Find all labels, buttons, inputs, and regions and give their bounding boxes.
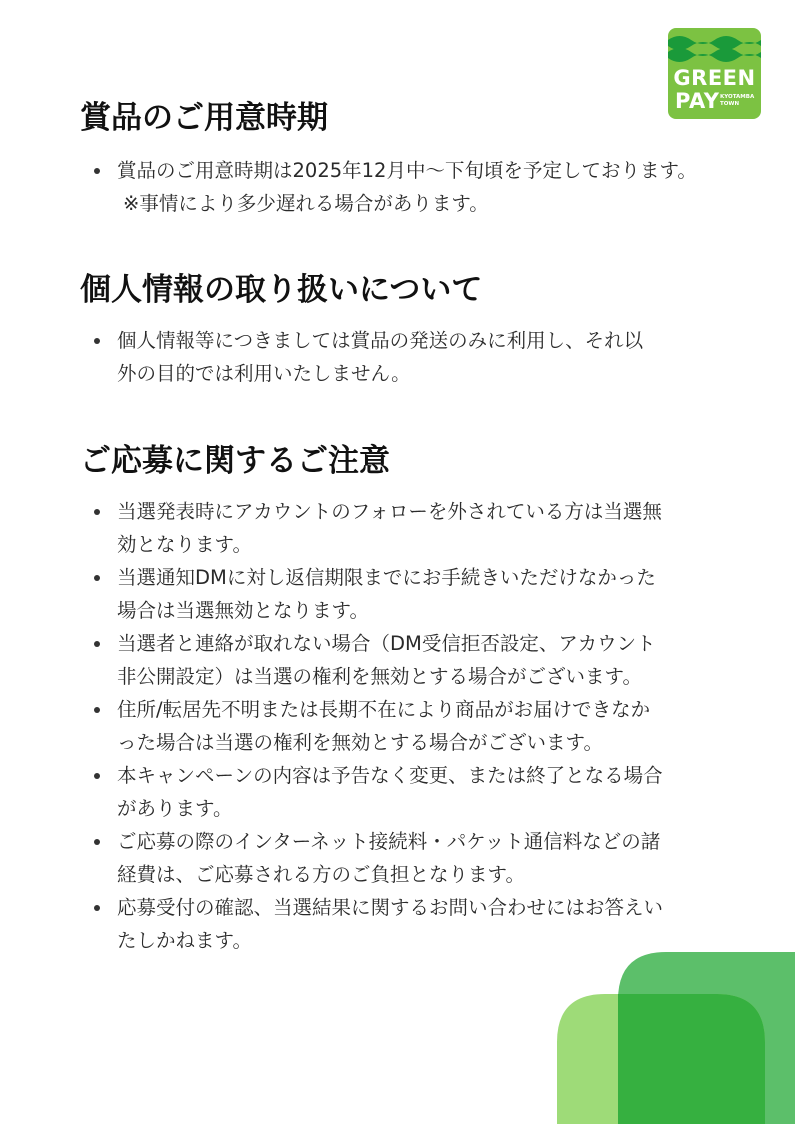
decoration-overlap-shape xyxy=(618,994,765,1124)
list-item-line: 効となります。 xyxy=(117,533,252,556)
list-item-line: った場合は当選の権利を無効とする場合がございます。 xyxy=(117,731,603,754)
logo-text-green: GREEN xyxy=(673,66,756,90)
list-item-line: があります。 xyxy=(117,797,233,820)
section-title-entry-notes: ご応募に関するご注意 xyxy=(80,443,390,479)
logo-sub-1: KYOTAMBA xyxy=(720,94,755,100)
list-item-line: 場合は当選無効となります。 xyxy=(117,599,369,622)
list-item-line: ※事情により多少遅れる場合があります。 xyxy=(123,192,489,215)
list-item-line: 当選通知DMに対し返信期限までにお手続きいただけなかった xyxy=(117,566,656,589)
list-item-line: 当選者と連絡が取れない場合（DM受信拒否設定、アカウント xyxy=(117,632,656,655)
list-item-line: 経費は、ご応募される方のご負担となります。 xyxy=(117,863,525,886)
section-title-prize-timing: 賞品のご用意時期 xyxy=(80,100,328,136)
list-item-line: 本キャンペーンの内容は予告なく変更、または終了となる場合 xyxy=(117,764,663,787)
list-item-line: たしかねます。 xyxy=(117,929,252,952)
list-item-line: 非公開設定）は当選の権利を無効とする場合がございます。 xyxy=(117,665,642,688)
list-item-line: 外の目的では利用いたしません。 xyxy=(117,362,411,385)
list-item-line: 住所/転居先不明または長期不在により商品がお届けできなか xyxy=(117,698,651,721)
list-item-line: 賞品のご用意時期は2025年12月中〜下旬頃を予定しております。 xyxy=(117,159,697,182)
logo-sub-2: TOWN xyxy=(720,101,740,107)
list-item-line: 当選発表時にアカウントのフォローを外されている方は当選無 xyxy=(117,500,662,523)
list-item-line: 応募受付の確認、当選結果に関するお問い合わせにはお答えい xyxy=(117,896,664,919)
list-item-line: ご応募の際のインターネット接続料・パケット通信料などの諸 xyxy=(117,830,661,853)
section-title-privacy: 個人情報の取り扱いについて xyxy=(80,272,483,308)
logo-text-pay: PAY xyxy=(675,89,720,113)
list-item-line: 個人情報等につきましては賞品の発送のみに利用し、それ以 xyxy=(117,329,644,352)
